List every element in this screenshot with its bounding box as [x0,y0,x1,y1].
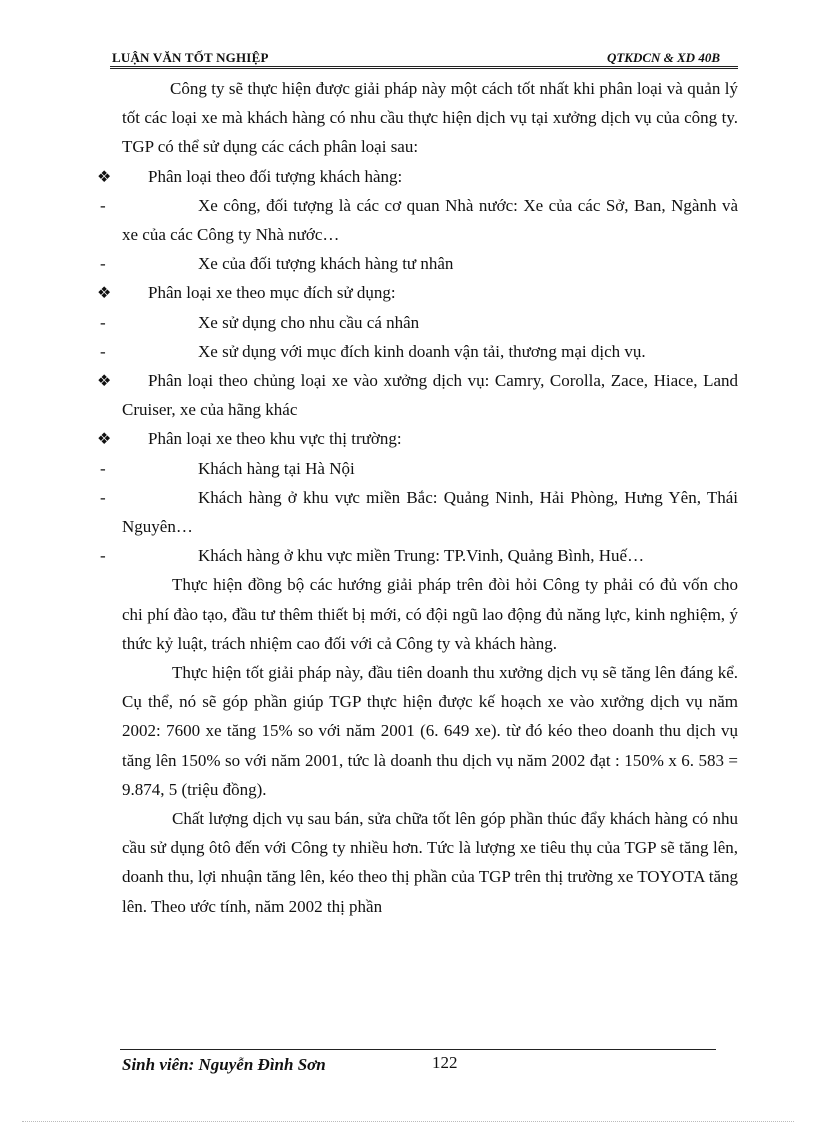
paragraph-3: Chất lượng dịch vụ sau bán, sửa chữa tốt lên góp phần thúc đẩy khách hàng có nhu cầu sử dụng ôtô đến với Công ty nhiều hơn. Tức là lượng xe tiêu thụ của TGP sẽ tăng lên, doanh thu, lợi nhuận tăng lên, kéo theo thị phần của TGP trên thị trường xe TOYOTA tăng lên. Theo ước tính, năm 2002 thị phần [122,809,738,916]
header-left-title: LUẬN VĂN TỐT NGHIỆP [112,50,269,65]
diamond-bullet-icon: ❖ [97,429,112,449]
group1-item-2: Xe của đối tượng khách hàng tư nhân [198,254,454,274]
header-divider [110,66,738,69]
group2-item-1: Xe sử dụng cho nhu cầu cá nhân [198,312,420,332]
group2-title: Phân loại xe theo mục đích sử dụng: [148,283,396,303]
diamond-bullet-icon: ❖ [97,166,112,186]
dash-item [100,483,738,541]
paragraph-2: Thực hiện tốt giải pháp này, đầu tiên doanh thu xưởng dịch vụ sẽ tăng lên đáng kể. Cụ thể, nó sẽ góp phần giúp TGP thực hiện được kế hoạch xe vào xưởng dịch vụ năm 2002: 7600 xe tăng 15% so với năm 2001 (6. 649 xe). từ đó kéo theo doanh thu dịch vụ tăng lên 150% so với năm 2001, tức là doanh thu dịch vụ năm 2002 đạt : 150% x 6. 583 = 9.874, 5 (triệu đồng). [122,663,738,799]
dash-marker: - [100,341,106,361]
group1-item-1: Xe công, đối tượng là các cơ quan Nhà nước: Xe của các Sở, Ban, Ngành và xe của các Công ty Nhà nước… [122,195,738,245]
dash-marker: - [100,312,106,332]
header-right-code: QTKDCN & XD 40B [606,50,720,65]
group4-item-2: Khách hàng ở khu vực miền Bắc: Quảng Ninh, Hải Phòng, Hưng Yên, Thái Nguyên… [122,487,738,537]
group2-item-2: Xe sử dụng với mục đích kinh doanh vận tải, thương mại dịch vụ. [198,341,646,361]
dash-marker: - [100,546,106,566]
dash-marker: - [100,458,106,478]
bullet-group-4 [97,424,738,453]
page-number: 122 [432,1053,458,1072]
group3-title: Phân loại theo chủng loại xe vào xưởng dịch vụ: Camry, Corolla, Zace, Hiace, Land Cruiser, xe của hãng khác [122,371,738,420]
dash-marker: - [100,254,106,274]
dash-item [100,308,738,337]
dash-item [100,337,738,366]
footer-divider [120,1049,716,1050]
group4-item-1: Khách hàng tại Hà Nội [198,458,355,478]
footer-student-name: Sinh viên: Nguyễn Đình Sơn [122,1055,326,1074]
diamond-bullet-icon: ❖ [97,283,112,303]
dash-item [100,541,738,570]
dash-item [100,191,738,249]
bullet-group-2 [97,278,738,307]
group4-item-3: Khách hàng ở khu vực miền Trung: TP.Vinh, Quảng Bình, Huế… [198,546,645,566]
document-body [97,74,738,921]
dash-item [100,249,738,278]
dash-marker: - [100,487,106,507]
bullet-group-3 [97,366,738,424]
group4-title: Phân loại xe theo khu vực thị trường: [148,429,402,449]
diamond-bullet-icon: ❖ [97,371,112,391]
paragraph-1: Thực hiện đồng bộ các hướng giải pháp trên đòi hỏi Công ty phải có đủ vốn cho chi phí đào tạo, đầu tư thêm thiết bị mới, có đội ngũ lao động đủ năng lực, kinh nghiệm, ý thức kỷ luật, trách nhiệm cao đối với cả Công ty và khách hàng. [122,575,738,653]
page-bottom-border [22,1121,794,1122]
intro-paragraph: Công ty sẽ thực hiện được giải pháp này một cách tốt nhất khi phân loại và quản lý tốt các loại xe mà khách hàng có nhu cầu thực hiện dịch vụ tại xưởng dịch vụ của công ty. TGP có thể sử dụng các cách phân loại sau: [122,79,738,157]
dash-marker: - [100,195,106,215]
group1-title: Phân loại theo đối tượng khách hàng: [148,166,403,186]
dash-item [100,454,738,483]
bullet-group-1 [97,162,738,191]
